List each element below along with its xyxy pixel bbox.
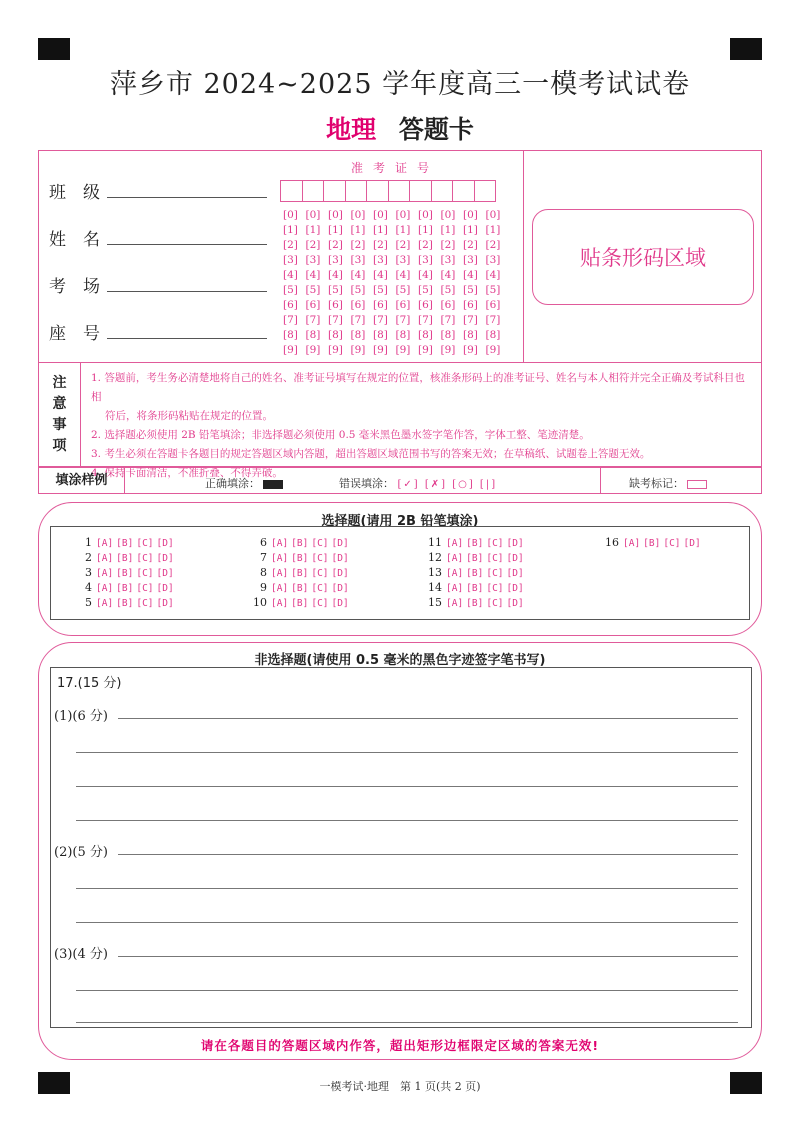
name-line — [107, 244, 267, 245]
fill-sample-row — [38, 467, 762, 494]
question-number: 6 — [260, 536, 267, 549]
choice-question — [245, 566, 352, 579]
room-field[interactable] — [49, 272, 100, 297]
option-bubble[interactable]: [C] — [486, 583, 504, 594]
digit-bubble[interactable]: [0] — [328, 209, 343, 221]
fill-sample-title: 填涂样例 — [39, 468, 125, 493]
digit-bubble[interactable]: [6] — [305, 299, 321, 311]
question-number: 10 — [253, 596, 267, 609]
choice-question — [245, 536, 352, 549]
digit-row — [283, 298, 508, 313]
option-bubble[interactable]: [C] — [136, 538, 154, 549]
digit-row — [283, 343, 508, 358]
question-number: 14 — [428, 581, 442, 594]
question-17-label: 17.(15 分) — [57, 676, 122, 691]
answer-line[interactable] — [118, 956, 738, 957]
digit-bubble[interactable]: [8] — [373, 329, 388, 341]
digit-bubble[interactable]: [2] — [463, 239, 478, 251]
answer-line[interactable] — [76, 820, 738, 821]
digit-bubble[interactable]: [1] — [328, 224, 343, 236]
digit-bubble[interactable]: [9] — [305, 344, 321, 356]
digit-bubble[interactable]: [0] — [418, 209, 433, 221]
digit-bubble[interactable]: [6] — [440, 299, 456, 311]
choice-question — [245, 596, 352, 609]
digit-bubble[interactable]: [1] — [283, 224, 298, 236]
digit-row — [283, 238, 508, 253]
option-bubble[interactable]: [A] — [96, 598, 114, 609]
digit-bubble[interactable]: [0] — [350, 209, 366, 221]
option-bubble[interactable]: [C] — [136, 583, 154, 594]
choice-question — [245, 581, 352, 594]
answer-line[interactable] — [76, 990, 738, 991]
digit-bubble[interactable]: [5] — [283, 284, 298, 296]
digit-row — [283, 223, 508, 238]
option-bubble[interactable]: [B] — [116, 538, 134, 549]
option-bubble[interactable]: [C] — [311, 598, 329, 609]
digit-bubble[interactable]: [1] — [305, 224, 321, 236]
correct-label: 正确填涂： — [205, 477, 260, 490]
digit-bubble[interactable]: [2] — [350, 239, 366, 251]
option-bubble[interactable]: [D] — [331, 568, 349, 579]
sub-question-2-label: (2)(5 分) — [54, 845, 108, 860]
digit-bubble[interactable]: [4] — [440, 269, 456, 281]
digit-bubble[interactable]: [4] — [485, 269, 501, 281]
digit-bubble[interactable]: [5] — [328, 284, 343, 296]
digit-bubble[interactable]: [4] — [305, 269, 321, 281]
option-bubble[interactable]: [B] — [291, 583, 309, 594]
notes-heading-char: 注 — [52, 375, 67, 391]
option-bubble[interactable]: [A] — [271, 598, 289, 609]
option-bubble[interactable]: [C] — [663, 538, 681, 549]
note-item: 2. 选择题必须使用 2B 铅笔填涂；非选择题必须使用 0.5 毫米黑色墨水签字笔作答，字体工整、笔迹清楚。 — [91, 429, 590, 441]
exam-number-box[interactable] — [474, 180, 497, 202]
option-bubble[interactable]: [B] — [291, 568, 309, 579]
option-bubble[interactable]: [A] — [271, 583, 289, 594]
name-field[interactable] — [49, 225, 100, 250]
absent-label: 缺考标记： — [629, 477, 684, 490]
question-number: 5 — [85, 596, 92, 609]
exam-number-box[interactable] — [409, 180, 432, 202]
choice-question — [70, 551, 177, 564]
registration-mark-top-right — [730, 38, 762, 60]
option-bubble[interactable]: [A] — [446, 583, 464, 594]
digit-bubble[interactable]: [7] — [395, 314, 411, 326]
option-bubble[interactable]: [C] — [486, 598, 504, 609]
question-number: 4 — [85, 581, 92, 594]
digit-bubble[interactable]: [0] — [395, 209, 411, 221]
digit-bubble[interactable]: [2] — [440, 239, 456, 251]
digit-bubble[interactable]: [9] — [395, 344, 411, 356]
room-label: 考 场 — [49, 277, 100, 297]
wrong-sample — [339, 475, 497, 491]
digit-bubble[interactable]: [6] — [395, 299, 411, 311]
notes-heading — [39, 363, 81, 466]
answer-line[interactable] — [76, 752, 738, 753]
question-number: 3 — [85, 566, 92, 579]
digit-bubble[interactable]: [9] — [463, 344, 478, 356]
option-bubble[interactable]: [D] — [156, 568, 174, 579]
option-bubble[interactable]: [B] — [466, 538, 484, 549]
nonchoice-section — [38, 642, 762, 1060]
digit-bubble[interactable]: [7] — [373, 314, 388, 326]
option-bubble[interactable]: [C] — [311, 553, 329, 564]
digit-bubble[interactable]: [7] — [418, 314, 433, 326]
digit-bubble[interactable]: [5] — [395, 284, 411, 296]
digit-bubble[interactable]: [9] — [328, 344, 343, 356]
option-bubble[interactable]: [C] — [136, 553, 154, 564]
digit-bubble[interactable]: [5] — [485, 284, 501, 296]
option-bubble[interactable]: [B] — [291, 598, 309, 609]
digit-bubble[interactable]: [8] — [418, 329, 433, 341]
digit-bubble[interactable]: [3] — [305, 254, 321, 266]
digit-bubble[interactable]: [2] — [395, 239, 411, 251]
digit-bubble[interactable]: [8] — [395, 329, 411, 341]
note-item: 4. 保持卡面清洁，不准折叠、不得弄破。 — [91, 467, 283, 479]
digit-bubble[interactable]: [4] — [463, 269, 478, 281]
digit-bubble[interactable]: [5] — [440, 284, 456, 296]
digit-bubble[interactable]: [8] — [463, 329, 478, 341]
digit-bubble[interactable]: [5] — [305, 284, 321, 296]
student-info-panel — [38, 150, 762, 363]
question-number: 11 — [428, 536, 442, 549]
choice-question — [420, 566, 527, 579]
digit-bubble[interactable]: [5] — [373, 284, 388, 296]
option-bubble[interactable]: [A] — [446, 568, 464, 579]
option-bubble[interactable]: [B] — [466, 598, 484, 609]
wrong-marks-icon: [✓] [✗] [○] [|] — [397, 478, 498, 490]
option-bubble[interactable]: [A] — [446, 553, 464, 564]
choice-question — [70, 596, 177, 609]
digit-bubble[interactable]: [3] — [463, 254, 478, 266]
option-bubble[interactable]: [A] — [271, 538, 289, 549]
page-subtitle — [0, 110, 800, 146]
digit-bubble[interactable]: [2] — [305, 239, 321, 251]
option-bubble[interactable]: [A] — [96, 553, 114, 564]
digit-bubble[interactable]: [1] — [418, 224, 433, 236]
note-item: 1. 答题前，考生务必清楚地将自己的姓名、准考证号填写在规定的位置，核准条形码上的准考证号、姓名与本人相符并完全正确及考试科目也相 — [91, 372, 745, 403]
digit-bubble[interactable]: [3] — [395, 254, 411, 266]
option-bubble[interactable]: [C] — [136, 568, 154, 579]
answer-line[interactable] — [76, 786, 738, 787]
digit-bubble[interactable]: [1] — [440, 224, 456, 236]
digit-bubble[interactable]: [7] — [328, 314, 343, 326]
choice-question — [420, 596, 527, 609]
digit-bubble[interactable]: [8] — [305, 329, 321, 341]
exam-number-label: 准考证号 — [351, 161, 440, 175]
digit-bubble[interactable]: [8] — [440, 329, 456, 341]
exam-number-box[interactable] — [302, 180, 325, 202]
digit-bubble[interactable]: [7] — [305, 314, 321, 326]
choice-question — [420, 551, 527, 564]
option-bubble[interactable]: [B] — [466, 583, 484, 594]
digit-bubble[interactable]: [4] — [418, 269, 433, 281]
choice-question — [70, 581, 177, 594]
notes-panel — [38, 363, 762, 479]
note-item: 3. 考生必须在答题卡各题目的规定答题区域内答题，超出答题区域范围书写的答案无效；在草稿纸、试题卷上答题无效。 — [91, 448, 651, 460]
exam-number-box[interactable] — [452, 180, 475, 202]
filled-box-icon — [263, 480, 283, 489]
exam-number-box[interactable] — [323, 180, 346, 202]
option-bubble[interactable]: [C] — [486, 553, 504, 564]
option-bubble[interactable]: [C] — [311, 538, 329, 549]
digit-bubble[interactable]: [3] — [485, 254, 501, 266]
option-bubble[interactable]: [D] — [331, 538, 349, 549]
digit-bubble[interactable]: [6] — [328, 299, 343, 311]
digit-bubble[interactable]: [8] — [328, 329, 343, 341]
digit-bubble[interactable]: [2] — [328, 239, 343, 251]
seat-line — [107, 338, 267, 339]
digit-bubble[interactable]: [3] — [373, 254, 388, 266]
digit-bubble[interactable]: [6] — [463, 299, 478, 311]
digit-row — [283, 328, 508, 343]
digit-bubble[interactable]: [5] — [350, 284, 366, 296]
option-bubble[interactable]: [C] — [486, 568, 504, 579]
answer-area-warning: 请在各题目的答题区域内作答，超出矩形边框限定区域的答案无效! — [200, 1038, 600, 1053]
digit-row — [283, 268, 508, 283]
digit-bubble[interactable]: [8] — [350, 329, 366, 341]
digit-bubble[interactable]: [4] — [328, 269, 343, 281]
digit-bubble[interactable]: [1] — [463, 224, 478, 236]
answer-line[interactable] — [76, 1022, 738, 1023]
nonchoice-title: 非选择题(请使用 0.5 毫米的黑色字迹签字笔书写) — [254, 653, 546, 668]
digit-bubble[interactable]: [0] — [440, 209, 456, 221]
digit-bubble[interactable]: [7] — [283, 314, 298, 326]
digit-bubble[interactable]: [2] — [373, 239, 388, 251]
option-bubble[interactable]: [B] — [116, 568, 134, 579]
card-label: 答题卡 — [398, 115, 474, 144]
digit-bubble[interactable]: [8] — [283, 329, 298, 341]
choice-title: 选择题(请用 2B 铅笔填涂) — [321, 514, 479, 529]
digit-bubble[interactable]: [1] — [485, 224, 501, 236]
option-bubble[interactable]: [B] — [116, 583, 134, 594]
digit-bubble[interactable]: [3] — [328, 254, 343, 266]
option-bubble[interactable]: [B] — [116, 553, 134, 564]
question-number: 9 — [260, 581, 267, 594]
question-number: 13 — [428, 566, 442, 579]
digit-bubble[interactable]: [5] — [463, 284, 478, 296]
class-line — [107, 197, 267, 198]
digit-row — [283, 283, 508, 298]
option-bubble[interactable]: [A] — [271, 568, 289, 579]
question-number: 12 — [428, 551, 442, 564]
sub-question-3-label: (3)(4 分) — [54, 947, 108, 962]
option-bubble[interactable]: [D] — [506, 598, 524, 609]
option-bubble[interactable]: [D] — [506, 568, 524, 579]
digit-bubble[interactable]: [4] — [373, 269, 388, 281]
notes-list — [91, 369, 755, 483]
digit-bubble[interactable]: [3] — [283, 254, 298, 266]
digit-bubble[interactable]: [6] — [373, 299, 388, 311]
exam-number-box[interactable] — [431, 180, 454, 202]
absent-box[interactable] — [687, 480, 707, 489]
option-bubble[interactable]: [D] — [506, 553, 524, 564]
digit-bubble[interactable]: [6] — [350, 299, 366, 311]
digit-bubble[interactable]: [1] — [350, 224, 366, 236]
digit-bubble[interactable]: [7] — [350, 314, 366, 326]
note-item: 符后，将条形码粘贴在规定的位置。 — [105, 410, 273, 422]
digit-row — [283, 313, 508, 328]
option-bubble[interactable]: [B] — [291, 553, 309, 564]
exam-number-box[interactable] — [280, 180, 303, 202]
choice-question — [70, 536, 177, 549]
option-bubble[interactable]: [A] — [446, 598, 464, 609]
digit-row — [283, 208, 508, 223]
option-bubble[interactable]: [C] — [311, 583, 329, 594]
digit-bubble[interactable]: [4] — [283, 269, 298, 281]
option-bubble[interactable]: [D] — [156, 583, 174, 594]
digit-bubble[interactable]: [6] — [485, 299, 501, 311]
exam-number-box[interactable] — [366, 180, 389, 202]
exam-number-box[interactable] — [345, 180, 368, 202]
sub-question-1-label: (1)(6 分) — [54, 709, 108, 724]
choice-question — [70, 566, 177, 579]
digit-bubble[interactable]: [2] — [283, 239, 298, 251]
option-bubble[interactable]: [D] — [506, 583, 524, 594]
digit-bubble[interactable]: [0] — [373, 209, 388, 221]
answer-line[interactable] — [76, 922, 738, 923]
name-label: 姓 名 — [49, 230, 100, 250]
digit-row — [283, 253, 508, 268]
digit-bubble[interactable]: [7] — [485, 314, 501, 326]
question-number: 8 — [260, 566, 267, 579]
digit-bubble[interactable]: [3] — [440, 254, 456, 266]
option-bubble[interactable]: [A] — [96, 538, 114, 549]
digit-bubble[interactable]: [2] — [485, 239, 501, 251]
page-footer: 一模考试·地理 第 1 页(共 2 页) — [319, 1080, 481, 1093]
digit-bubble[interactable]: [1] — [373, 224, 388, 236]
digit-bubble[interactable]: [6] — [418, 299, 433, 311]
wrong-label: 错误填涂： — [339, 477, 394, 490]
seat-field[interactable] — [49, 319, 100, 344]
class-field[interactable] — [49, 178, 100, 203]
option-bubble[interactable]: [D] — [506, 538, 524, 549]
digit-bubble[interactable]: [9] — [283, 344, 298, 356]
option-bubble[interactable]: [A] — [96, 568, 114, 579]
question-number: 15 — [428, 596, 442, 609]
digit-bubble[interactable]: [7] — [440, 314, 456, 326]
option-bubble[interactable]: [C] — [486, 538, 504, 549]
digit-bubble[interactable]: [0] — [463, 209, 478, 221]
room-line — [107, 291, 267, 292]
absent-sample — [629, 475, 707, 491]
digit-bubble[interactable]: [4] — [395, 269, 411, 281]
digit-bubble[interactable]: [1] — [395, 224, 411, 236]
exam-number-box[interactable] — [388, 180, 411, 202]
class-label: 班 级 — [49, 183, 100, 203]
option-bubble[interactable]: [D] — [331, 553, 349, 564]
option-bubble[interactable]: [D] — [683, 538, 701, 549]
barcode-area: 贴条形码区域 — [532, 209, 754, 305]
option-bubble[interactable]: [B] — [116, 598, 134, 609]
digit-bubble[interactable]: [7] — [463, 314, 478, 326]
digit-bubble[interactable]: [4] — [350, 269, 366, 281]
option-bubble[interactable]: [B] — [466, 553, 484, 564]
digit-bubble[interactable]: [6] — [283, 299, 298, 311]
notes-heading-char: 事 — [52, 417, 67, 433]
page-title: 萍乡市 2024~2025 学年度高三一模考试试卷 — [109, 69, 691, 100]
notes-heading-char: 项 — [52, 438, 67, 454]
option-bubble[interactable]: [A] — [623, 538, 641, 549]
option-bubble[interactable]: [C] — [311, 568, 329, 579]
option-bubble[interactable]: [C] — [136, 598, 154, 609]
choice-question — [245, 551, 352, 564]
question-number: 1 — [85, 536, 92, 549]
answer-line[interactable] — [118, 854, 738, 855]
digit-bubble[interactable]: [9] — [485, 344, 501, 356]
digit-bubble[interactable]: [9] — [440, 344, 456, 356]
digit-bubble[interactable]: [3] — [350, 254, 366, 266]
subject-label: 地理 — [326, 115, 377, 144]
correct-sample — [205, 475, 283, 491]
digit-bubble[interactable]: [0] — [305, 209, 321, 221]
digit-bubble[interactable]: [0] — [485, 209, 501, 221]
digit-bubble[interactable]: [3] — [418, 254, 433, 266]
notes-heading-char: 意 — [52, 396, 67, 412]
digit-bubble[interactable]: [9] — [350, 344, 366, 356]
choice-question — [597, 536, 704, 549]
option-bubble[interactable]: [D] — [156, 538, 174, 549]
answer-line[interactable] — [76, 888, 738, 889]
option-bubble[interactable]: [D] — [156, 553, 174, 564]
question-number: 16 — [605, 536, 619, 549]
digit-bubble[interactable]: [9] — [418, 344, 433, 356]
option-bubble[interactable]: [A] — [446, 538, 464, 549]
question-number: 7 — [260, 551, 267, 564]
choice-question — [420, 536, 527, 549]
option-bubble[interactable]: [D] — [331, 583, 349, 594]
answer-box[interactable] — [50, 667, 752, 1028]
digit-bubble[interactable]: [2] — [418, 239, 433, 251]
registration-mark-top-left — [38, 38, 70, 60]
digit-bubble[interactable]: [5] — [418, 284, 433, 296]
answer-line[interactable] — [118, 718, 738, 719]
question-number: 2 — [85, 551, 92, 564]
option-bubble[interactable]: [B] — [291, 538, 309, 549]
option-bubble[interactable]: [D] — [156, 598, 174, 609]
digit-bubble[interactable]: [8] — [485, 329, 501, 341]
digit-bubble[interactable]: [0] — [283, 209, 298, 221]
exam-number-boxes[interactable] — [280, 180, 495, 202]
seat-label: 座 号 — [49, 324, 100, 344]
option-bubble[interactable]: [A] — [271, 553, 289, 564]
exam-number-bubbles[interactable] — [283, 208, 508, 358]
option-bubble[interactable]: [A] — [96, 583, 114, 594]
digit-bubble[interactable]: [9] — [373, 344, 388, 356]
option-bubble[interactable]: [B] — [466, 568, 484, 579]
option-bubble[interactable]: [D] — [331, 598, 349, 609]
choice-question — [420, 581, 527, 594]
option-bubble[interactable]: [B] — [643, 538, 661, 549]
